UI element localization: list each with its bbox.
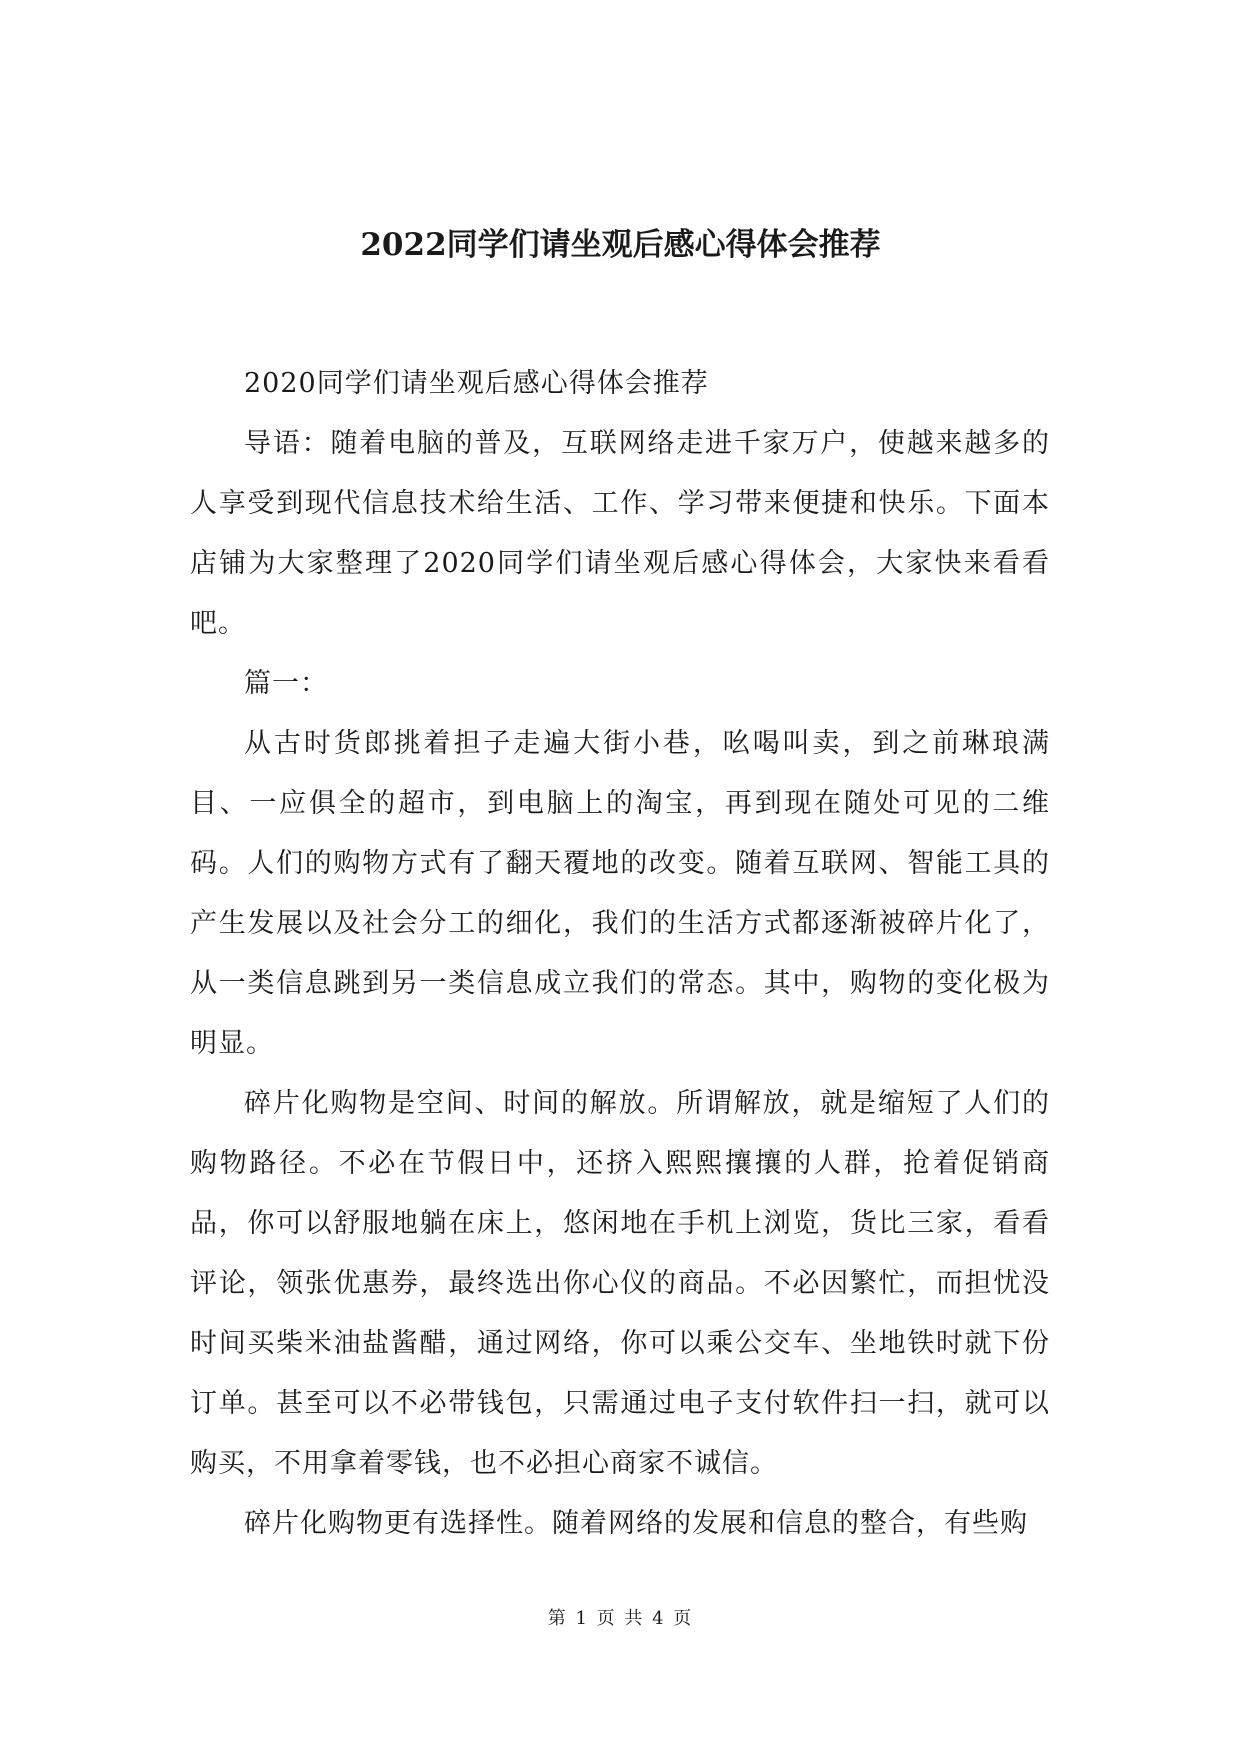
- paragraph: 篇一：: [244, 668, 328, 699]
- paragraph: 2020同学们请坐观后感心得体会推荐: [244, 368, 709, 399]
- paragraph: 碎片化购物是空间、时间的解放。所谓解放，就是缩短了人们的购物路径。不必在节假日中，还挤入熙熙攘攘的人群，抢着促销商品，你可以舒服地躺在床上，悠闲地在手机上浏览，货比三家，看看评论，领张优惠券，最终选出你心仪的商品。不必因繁忙，而担忧没时间买柴米油盐酱醋，通过网络，你可以乘公交车、坐地铁时就下份订单。甚至可以不必带钱包，只需通过电子支付软件扫一扫，就可以购买，不用拿着零钱，也不必担心商家不诚信。: [190, 1088, 1050, 1479]
- paragraph: 碎片化购物更有选择性。随着网络的发展和信息的整合，有些购: [244, 1508, 1028, 1539]
- document-body: [190, 354, 1050, 1554]
- paragraph: 从古时货郎挑着担子走遍大街小巷，吆喝叫卖，到之前琳琅满目、一应俱全的超市，到电脑上的淘宝，再到现在随处可见的二维码。人们的购物方式有了翻天覆地的改变。随着互联网、智能工具的产生发展以及社会分工的细化，我们的生活方式都逐渐被碎片化了，从一类信息跳到另一类信息成立我们的常态。其中，购物的变化极为明显。: [190, 728, 1050, 1059]
- paragraph: 导语：随着电脑的普及，互联网络走进千家万户，使越来越多的人享受到现代信息技术给生活、工作、学习带来便捷和快乐。下面本店铺为大家整理了2020同学们请坐观后感心得体会，大家快来看看吧。: [190, 428, 1050, 639]
- page-footer: 第 1 页 共 4 页: [547, 1608, 694, 1629]
- document-title: 2022同学们请坐观后感心得体会推荐: [360, 227, 881, 263]
